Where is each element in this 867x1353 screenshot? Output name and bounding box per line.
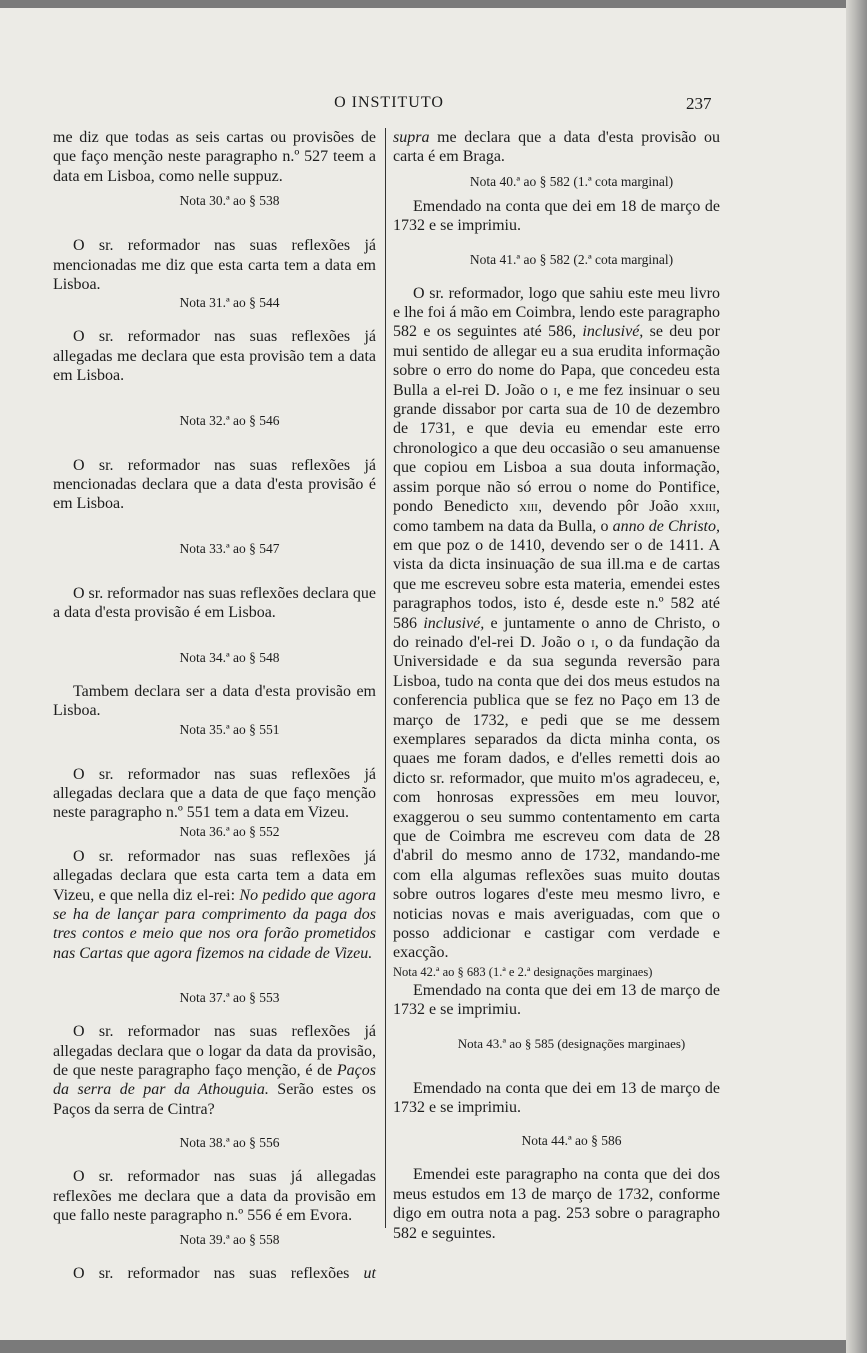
- column-divider: [385, 128, 386, 1228]
- note-35-text: O sr. reformador nas suas reflexões já allegadas declara que a data de que faço menção neste paragrapho n.º 551 tem a data em Vizeu.: [53, 765, 376, 822]
- note-36-quotation: No pedido que agora se ha de lançar para comprimento da paga dos tres contos e meio que nos ora forão prometidos nas Cartas que agora fizemos na cidade de Vizeu.: [53, 886, 377, 962]
- note-41-part: O sr. reformador, logo que sahiu este meu livro e lhe foi á mão em Coimbra, lendo este paragrapho 582 e os seguintes até 586,: [393, 284, 720, 341]
- note-41-heading: Nota 41.ª ao § 582 (2.ª cota marginal): [469, 251, 674, 267]
- note-41-part: , e me fez insinuar o seu grande dissabor por carta sua de 10 de dezembro de 1731, e que devia eu emendar este erro chronologico a que deu occasião o seu amanuense que copiou em Lisboa a sua douta informação, assim porque não só errou o nome do Pontifice, pondo Benedicto: [393, 381, 720, 516]
- note-41-roman-numeral: xiii: [519, 498, 538, 516]
- note-35-heading: Nota 35.ª ao § 551: [179, 721, 280, 737]
- note-41-roman-numeral: i: [591, 633, 595, 651]
- note-42-text: Emendado na conta que dei em 13 de março de 1732 e se imprimiu.: [393, 981, 720, 1019]
- note-34-heading: Nota 34.ª ao § 548: [179, 649, 280, 665]
- note-41-part: , como tambem na data da Bulla, o: [393, 498, 720, 535]
- note-39-text: [53, 1264, 376, 1283]
- continued-paragraph: [393, 128, 720, 167]
- note-32-text: O sr. reformador nas suas reflexões já mencionadas declara que a data d'esta provisão é em Lisboa.: [53, 456, 376, 513]
- page-header: [0, 94, 846, 116]
- note-41-roman-numeral: xxiii: [689, 498, 716, 516]
- note-41-part: , devendo pôr João: [537, 498, 690, 516]
- note-31-heading: Nota 31.ª ao § 544: [179, 295, 280, 311]
- note-42-heading: Nota 42.ª ao § 683 (1.ª e 2.ª designações marginaes): [393, 964, 653, 979]
- note-30-text: O sr. reformador nas suas reflexões já mencionadas me diz que esta carta tem a data em Lisboa.: [53, 237, 376, 294]
- note-41-part: e juntamente o anno de Christo, o do reinado d'el-rei D. João o: [393, 614, 720, 651]
- note-38-text: O sr. reformador nas suas já allegadas reflexões me declara que a data da provisão em que fallo neste paragrapho n.º 556 é em Evora.: [53, 1168, 376, 1224]
- note-30-heading: Nota 30.ª ao § 538: [179, 193, 280, 209]
- note-33-text: O sr. reformador nas suas reflexões declara que a data d'esta provisão é em Lisboa.: [53, 584, 376, 622]
- page-edge-shadow: [846, 0, 867, 1353]
- intro-paragraph: me diz que todas as seis cartas ou provisões de que faço menção neste paragrapho n.º 527 teem a data em Lisboa, como nelle suppuz.: [53, 129, 376, 185]
- book-page: [0, 8, 846, 1340]
- note-41-italic: inclusivé,: [582, 323, 644, 341]
- note-37-text-c: Serão estes os Paços da serra de Cintra?: [53, 1081, 376, 1118]
- note-39-heading: Nota 39.ª ao § 558: [179, 1232, 280, 1248]
- note-39-text-plain: O sr. reformador nas suas reflexões: [73, 1265, 364, 1283]
- continued-supra: supra: [393, 129, 430, 146]
- right-column: [393, 128, 720, 1243]
- left-column: [53, 128, 376, 1284]
- note-36-text-plain: O sr. reformador nas suas reflexões já allegadas declara que esta carta tem a data em Vizeu, e que nella diz el-rei:: [53, 847, 376, 904]
- note-41-part: , o da fundação da Universidade e da sua segunda reversão para Lisboa, tudo na conta que dei dos meus estudos na conferencia publica que se fez no Paço em 13 de março de 1732, e pedi que se me dessem exemplares separados da dicta minha conta, os quaes me foram dados, e d'elles remetti dois ao dicto sr. reformador, que muito m'os agradeceu, e, com honrosas expressões em meu louvor, exaggerou o seu summo contentamento em carta que de Coimbra me escreveu com data de 28 d'abril do mesmo anno de 1732, mandando-me com ella algumas reflexões suas muito doutas sobre outros logares d'este meu mesmo livro, e noticias novas e mais averiguadas, com que o posso addicionar e castigar com verdade e exacção.: [393, 633, 720, 962]
- note-39-text-ut: ut: [363, 1265, 376, 1283]
- note-38-heading: Nota 38.ª ao § 556: [179, 1135, 280, 1151]
- note-41-text: [393, 284, 720, 963]
- running-title: O INSTITUTO: [334, 94, 444, 111]
- note-43-text: Emendado na conta que dei em 13 de março de 1732 e se imprimiu.: [393, 1079, 720, 1117]
- note-44-heading: Nota 44.ª ao § 586: [521, 1133, 622, 1149]
- note-36-text: [53, 847, 376, 963]
- note-43-heading: Nota 43.ª ao § 585 (designações marginaes): [457, 1035, 686, 1051]
- note-41-part: se deu por mui sentido de allegar eu a sua erudita informação sobre o erro do nome do Papa, que concedeu esta Bulla a el-rei D. João o: [393, 323, 720, 399]
- note-37-text-a: O sr. reformador nas suas reflexões já allegadas declara que o logar da data da provisão, de que neste paragrapho faço menção, é de: [53, 1023, 376, 1079]
- note-41-italic: inclusivé,: [423, 614, 485, 632]
- note-37-text: [53, 1022, 376, 1119]
- note-32-heading: Nota 32.ª ao § 546: [179, 412, 280, 428]
- note-37-heading: Nota 37.ª ao § 553: [179, 990, 280, 1006]
- note-44-text: Emendei este paragrapho na conta que dei dos meus estudos em 13 de março de 1732, conforme digo em outra nota a pag. 253 sobre o paragrapho 582 e seguintes.: [393, 1166, 720, 1242]
- note-41-italic: anno de Christo,: [612, 517, 720, 535]
- note-33-heading: Nota 33.ª ao § 547: [179, 540, 280, 556]
- note-40-heading: Nota 40.ª ao § 582 (1.ª cota marginal): [469, 173, 674, 189]
- note-31-text: O sr. reformador nas suas reflexões já allegadas me declara que esta provisão tem a data em Lisboa.: [53, 328, 376, 385]
- note-36-heading: Nota 36.ª ao § 552: [179, 823, 280, 839]
- note-40-text: Emendado na conta que dei em 18 de março de 1732 e se imprimiu.: [393, 197, 720, 235]
- page-number: 237: [686, 94, 712, 113]
- note-41-part: em que poz o de 1410, devendo ser o de 1411. A vista da dicta insinuação de sua ill.ma e de cartas que me escreveu sobre esta materia, emendei estes paragraphos todos, isto é, desde este n.º 582 até 586: [393, 536, 720, 632]
- note-41-roman-numeral: i: [553, 381, 557, 399]
- note-34-text: Tambem declara ser a data d'esta provisão em Lisboa.: [53, 682, 376, 720]
- continued-text: me declara que a data d'esta provisão ou carta é em Braga.: [393, 129, 720, 166]
- note-37-place: Paços da serra de par da Athouguia.: [53, 1061, 376, 1099]
